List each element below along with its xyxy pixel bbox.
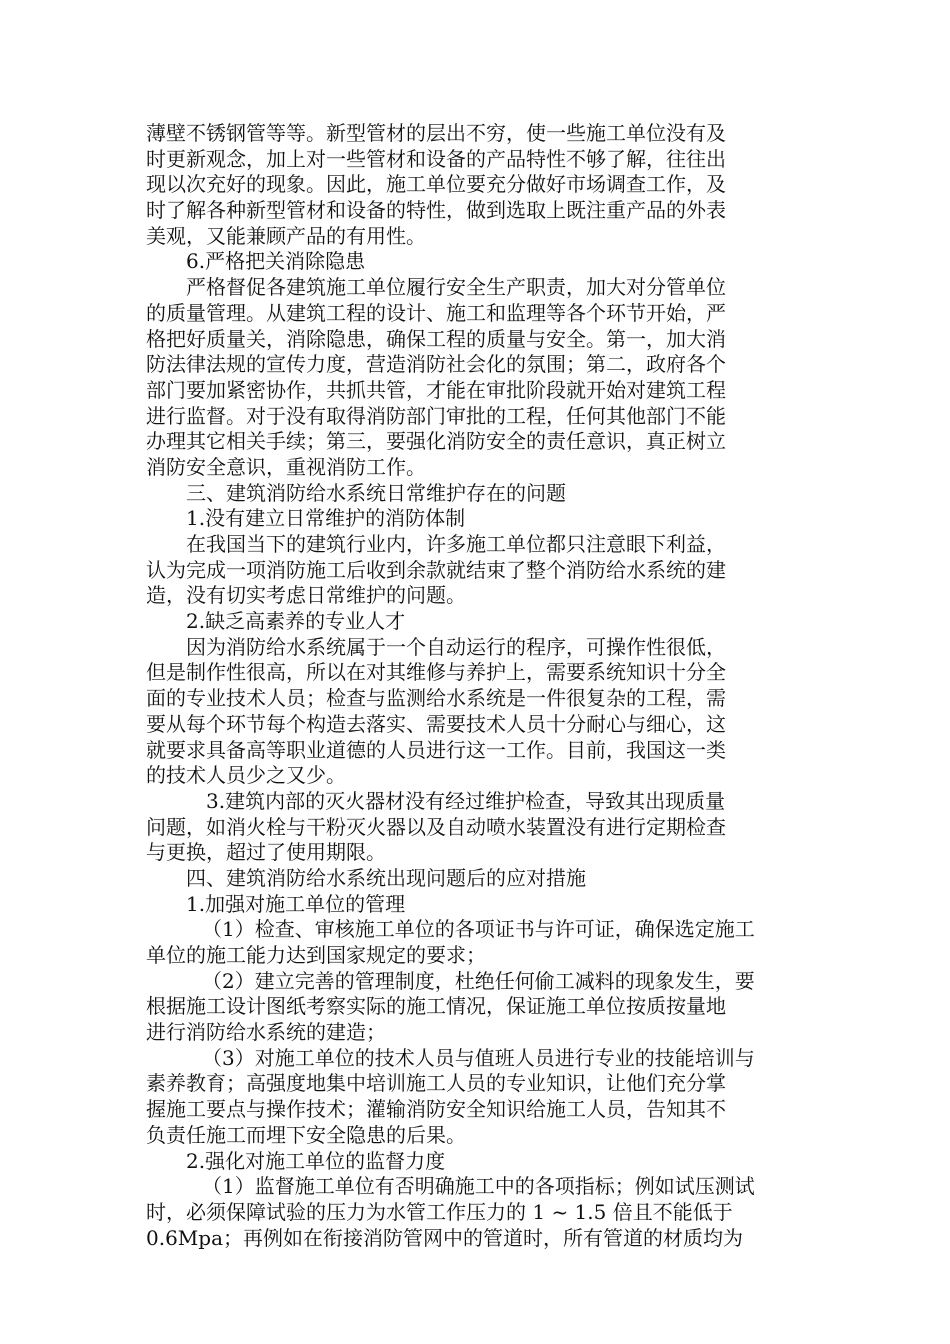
text-line: 薄壁不锈钢管等等。新型管材的层出不穷，使一些施工单位没有及 xyxy=(146,121,726,145)
text-line: 时了解各种新型管材和设备的特性，做到选取上既注重产品的外表 xyxy=(146,198,726,223)
text-line: 进行监督。对于没有取得消防部门审批的工程，任何其他部门不能 xyxy=(146,403,726,428)
document-body xyxy=(146,121,812,1251)
text-line: 0.6Mpa；再例如在衔接消防管网中的管道时，所有管道的材质均为 xyxy=(146,1225,744,1250)
text-line: 的技术人员少之又少。 xyxy=(146,763,346,788)
text-line: （1）监督施工单位有否明确施工中的各项指标；例如试压测试 xyxy=(202,1174,755,1199)
text-line: 认为完成一项消防施工后收到余款就结束了整个消防给水系统的建 xyxy=(146,557,726,582)
text-line: 严格督促各建筑施工单位履行安全生产职责，加大对分管单位 xyxy=(186,275,726,300)
text-line: 负责任施工而埋下安全隐患的后果。 xyxy=(146,1122,466,1147)
text-line: 问题，如消火栓与干粉灭火器以及自动喷水装置没有进行定期检查 xyxy=(146,814,726,839)
text-line: （3）对施工单位的技术人员与值班人员进行专业的技能培训与 xyxy=(202,1045,755,1070)
text-line: 四、建筑消防给水系统出现问题后的应对措施 xyxy=(186,865,586,890)
text-line: 三、建筑消防给水系统日常维护存在的问题 xyxy=(186,480,566,505)
text-line: （2）建立完善的管理制度，杜绝任何偷工减料的现象发生，要 xyxy=(202,968,755,993)
text-line: 就要求具备高等职业道德的人员进行这一工作。目前，我国这一类 xyxy=(146,737,726,762)
text-line: 格把好质量关，消除隐患，确保工程的质量与安全。第一，加大消 xyxy=(146,326,726,351)
text-line: 要从每个环节每个构造去落实、需要技术人员十分耐心与细心，这 xyxy=(146,711,726,736)
text-line: 时更新观念，加上对一些管材和设备的产品特性不够了解，往往出 xyxy=(146,146,726,171)
text-line: 消防安全意识，重视消防工作。 xyxy=(146,454,426,479)
text-line: 办理其它相关手续；第三，要强化消防安全的责任意识，真正树立 xyxy=(146,429,726,454)
text-line: 单位的施工能力达到国家规定的要求； xyxy=(146,943,486,967)
text-line: 握施工要点与操作技术；灌输消防安全知识给施工人员，告知其不 xyxy=(146,1097,726,1122)
text-line: 现以次充好的现象。因此，施工单位要充分做好市场调查工作，及 xyxy=(146,172,726,197)
text-line: 进行消防给水系统的建造； xyxy=(146,1020,386,1045)
text-line: 根据施工设计图纸考察实际的施工情况，保证施工单位按质按量地 xyxy=(146,994,726,1019)
text-line: 素养教育；高强度地集中培训施工人员的专业知识，让他们充分掌 xyxy=(146,1071,726,1096)
text-line: 面的专业技术人员；检查与监测给水系统是一件很复杂的工程，需 xyxy=(146,686,726,711)
text-line: 但是制作性很高，所以在对其维修与养护上，需要系统知识十分全 xyxy=(146,660,726,685)
text-line: 2.强化对施工单位的监督力度 xyxy=(186,1148,446,1173)
text-line: 与更换，超过了使用期限。 xyxy=(146,840,386,865)
text-line: 时，必须保障试验的压力为水管工作压力的 1 ~ 1.5 倍且不能低于 xyxy=(146,1199,733,1224)
text-line: 3.建筑内部的灭火器材没有经过维护检查，导致其出现质量 xyxy=(206,788,726,813)
text-line: 因为消防给水系统属于一个自动运行的程序，可操作性很低， xyxy=(186,634,726,659)
text-line: 1.加强对施工单位的管理 xyxy=(186,891,406,916)
text-line: （1）检查、审核施工单位的各项证书与许可证，确保选定施工 xyxy=(202,917,755,942)
text-line: 防法律法规的宣传力度，营造消防社会化的氛围；第二，政府各个 xyxy=(146,352,726,377)
text-line: 1.没有建立日常维护的消防体制 xyxy=(186,506,466,531)
text-line: 的质量管理。从建筑工程的设计、施工和监理等各个环节开始，严 xyxy=(146,300,726,325)
text-line: 6.严格把关消除隐患 xyxy=(186,249,366,274)
text-line: 2.缺乏高素养的专业人才 xyxy=(186,609,406,634)
text-line: 部门要加紧密协作，共抓共管，才能在审批阶段就开始对建筑工程 xyxy=(146,377,726,402)
text-line: 美观，又能兼顾产品的有用性。 xyxy=(146,223,426,248)
text-line: 在我国当下的建筑行业内，许多施工单位都只注意眼下利益， xyxy=(186,532,726,556)
text-line: 造，没有切实考虑日常维护的问题。 xyxy=(146,583,466,608)
